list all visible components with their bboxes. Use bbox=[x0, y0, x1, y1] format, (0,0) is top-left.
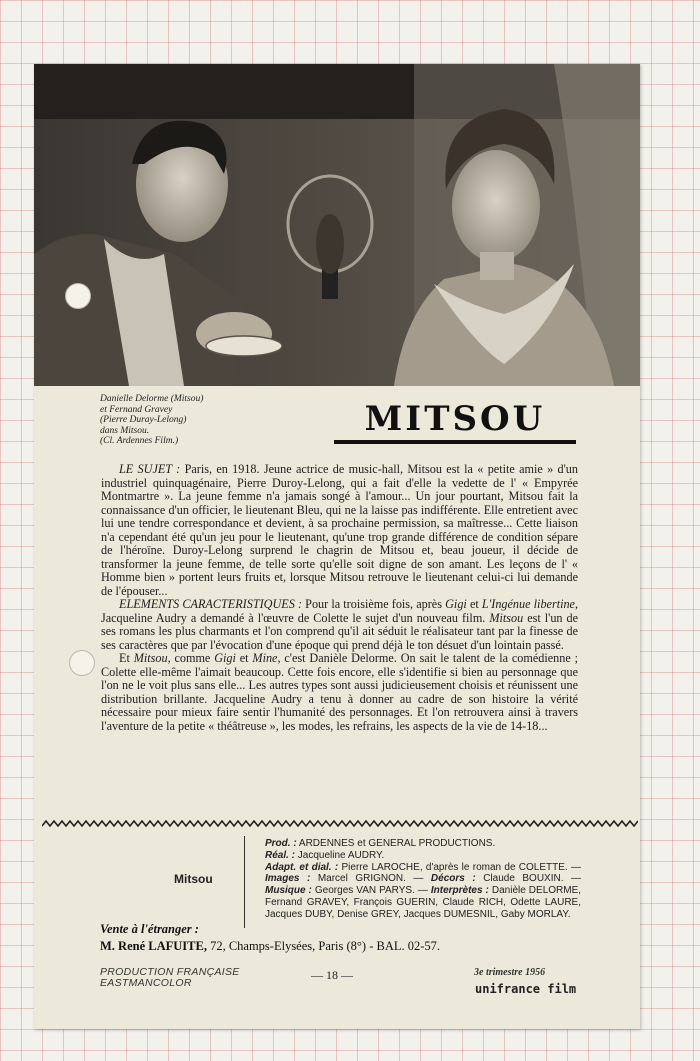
credit-label: Adapt. et dial. : bbox=[265, 861, 339, 873]
credits-block bbox=[265, 838, 581, 921]
decorative-divider bbox=[42, 820, 638, 827]
punch-hole bbox=[69, 650, 95, 676]
page-number: — 18 — bbox=[311, 968, 353, 982]
caption-line: Danielle Delorme (Mitsou) bbox=[100, 394, 204, 404]
elements-text: , Jacqueline Audry a demandé à l'œuvre de Colette le sujet d'un nouveau film. bbox=[101, 597, 579, 625]
credit-label: Prod. : bbox=[265, 838, 297, 849]
cast-text: , c'est Danièle Delorme. On sait le talent de la comédienne ; Colette elle-même l'aimait beaucoup. Cette fois encore, elle s'identifie si bien au personnage que l'on ne le voit plus sans elle... Les autres types sont aussi judicieusement choisis et réunissent une distribution brillante. Jacqueline Audry a tenu à donner au cadre de son histoire la vérité nécessaire pour mieux faire sentir l'humanité des personnages. Et l'on retrouvera ainsi à travers l'aventure de la petite « théâtreuse », les modes, les refrains, les aspects de la vie de 14-18... bbox=[101, 651, 578, 733]
elements-text: est l'un de ses romans les plus charmants et l'on comprend qu'il ait séduit le réalisateur tant par la finesse de ses caractères que par l'évocation d'une époque qui prend déjà le ton désuet d'un lointain passé. bbox=[101, 610, 579, 652]
sujet-text: Paris, en 1918. Jeune actrice de music-hall, Mitsou est la « petite amie » d'un industriel quinquagénaire, Pierre Duroy-Lelong, qui a fait d'elle la vedette de l' « Empyrée Montmartre ». La jeune femme n'a jamais songé à l'amour... Un jour pourtant, Mitsou fait la connaissance d'un officier, le lieutenant Bleu, qui ne la laisse pas indifférente. Elle entretient avec lui une tendre correspondance et devient, à sa prochaine permission, sa maîtresse... Cette liaison n'a cependant été qu'un jeu pour le lieutenant, qu'une trop grande différence de condition sépare de l'héroïne. Duroy-Lelong surprend le chagrin de Mitsou et, beau joueur, il décide de transformer la jeune femme, de telle sorte qu'elle soit digne de son amant. Les leçons de l' « Homme bien » portent leurs fruits et, lorsque Mitsou retrouve le lieutenant celui-ci lui demande de l'épouser... bbox=[101, 462, 578, 598]
film-still-illustration bbox=[34, 64, 640, 386]
caption-line: (Pierre Duray-Lelong) bbox=[100, 415, 187, 425]
cast-paragraph bbox=[101, 652, 578, 733]
credit-value: Pierre LAROCHE, d'après le roman de COLETTE. — bbox=[341, 861, 581, 873]
credit-label: Décors : bbox=[430, 873, 476, 885]
sales-agent-name: M. René LAFUITE, bbox=[100, 939, 207, 953]
synopsis-paragraph bbox=[101, 463, 578, 598]
elements-text: Pour la troisième fois, après bbox=[302, 597, 442, 611]
production-info bbox=[100, 967, 240, 989]
sales-address-text: 72, Champs-Elysées, Paris (8°) - BAL. 02-57. bbox=[206, 939, 441, 953]
photo-caption bbox=[100, 394, 300, 447]
title-gigi: Gigi bbox=[445, 597, 467, 611]
credit-value: Marcel GRIGNON. — bbox=[317, 873, 424, 885]
punch-hole bbox=[65, 283, 91, 309]
credit-label: Images : bbox=[265, 873, 311, 885]
title-ingenue: L'Ingénue libertine bbox=[481, 597, 575, 611]
unifrance-brand: unifrance film bbox=[475, 982, 577, 996]
production-line: PRODUCTION FRANÇAISE bbox=[100, 966, 240, 978]
film-still-photo bbox=[34, 64, 640, 386]
film-title: MITSOU bbox=[334, 399, 576, 444]
film-card bbox=[34, 64, 640, 1029]
credit-value: ARDENNES et GENERAL PRODUCTIONS. bbox=[298, 838, 496, 849]
caption-line: dans Mitsou. bbox=[100, 425, 150, 436]
elements-label: ELEMENTS CARACTERISTIQUES : bbox=[119, 597, 303, 611]
title-mine: Mine bbox=[252, 651, 278, 665]
title-gigi: Gigi bbox=[214, 651, 236, 665]
production-line: EASTMANCOLOR bbox=[100, 977, 192, 989]
elements-paragraph bbox=[101, 598, 578, 652]
publication-date: 3e trimestre 1956 bbox=[474, 967, 546, 978]
sujet-label: LE SUJET : bbox=[119, 462, 181, 476]
caption-line: (Cl. Ardennes Film.) bbox=[100, 436, 179, 446]
title-mitsou: Mitsou bbox=[489, 610, 524, 625]
credit-label: Musique : bbox=[265, 885, 312, 897]
cast-text: et bbox=[235, 651, 253, 665]
title-mitsou: Mitsou bbox=[133, 651, 168, 665]
foreign-sales-label: Vente à l'étranger : bbox=[100, 922, 199, 936]
elements-text: et bbox=[466, 597, 482, 611]
credit-value: Claude BOUXIN. — bbox=[483, 873, 582, 885]
credit-label: Réal. : bbox=[265, 849, 296, 861]
caption-line: et Fernand Gravey bbox=[100, 404, 173, 415]
credit-label: Interprètes : bbox=[430, 885, 489, 897]
cast-text: , comme bbox=[167, 651, 215, 665]
foreign-sales-address bbox=[100, 939, 440, 954]
cast-text: Et bbox=[119, 651, 134, 665]
credits-film-name: Mitsou bbox=[174, 872, 213, 886]
credit-value: Georges VAN PARYS. — bbox=[314, 885, 428, 897]
synopsis-body bbox=[101, 463, 578, 733]
credit-value: Jacqueline AUDRY. bbox=[297, 849, 385, 861]
credits-divider bbox=[244, 836, 245, 928]
credit-value: Danièle DELORME, Fernand GRAVEY, François GUERIN, Claude RICH, Odette LAURE, Jacques DUBY, Denise GREY, Jacques DUMESNIL, Gaby MORLAY. bbox=[265, 885, 582, 920]
